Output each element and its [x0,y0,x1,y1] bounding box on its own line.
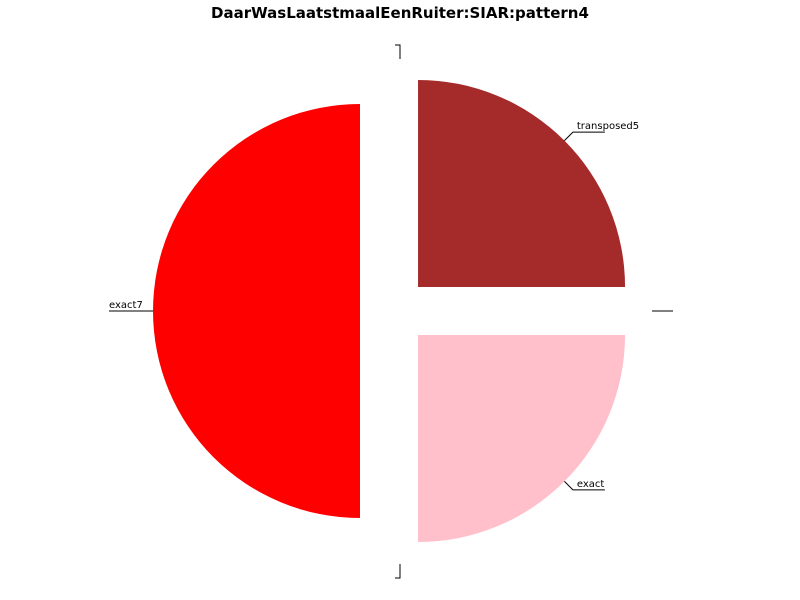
pie-slice-exact7 [153,104,360,518]
chart-title: DaarWasLaatstmaalEenRuiter:SIAR:pattern4 [211,4,589,22]
pie-slice-exact [418,335,625,542]
leader-line-transposed5 [564,132,604,140]
pie-slice-transposed5 [418,80,625,287]
top-axis-mark [395,45,400,59]
slice-label-exact7: exact7 [109,300,143,311]
bottom-axis-mark [395,564,400,578]
slice-label-transposed5: transposed5 [576,121,640,133]
slice-label-exact: exact [576,478,605,490]
pie-slices [153,80,625,542]
